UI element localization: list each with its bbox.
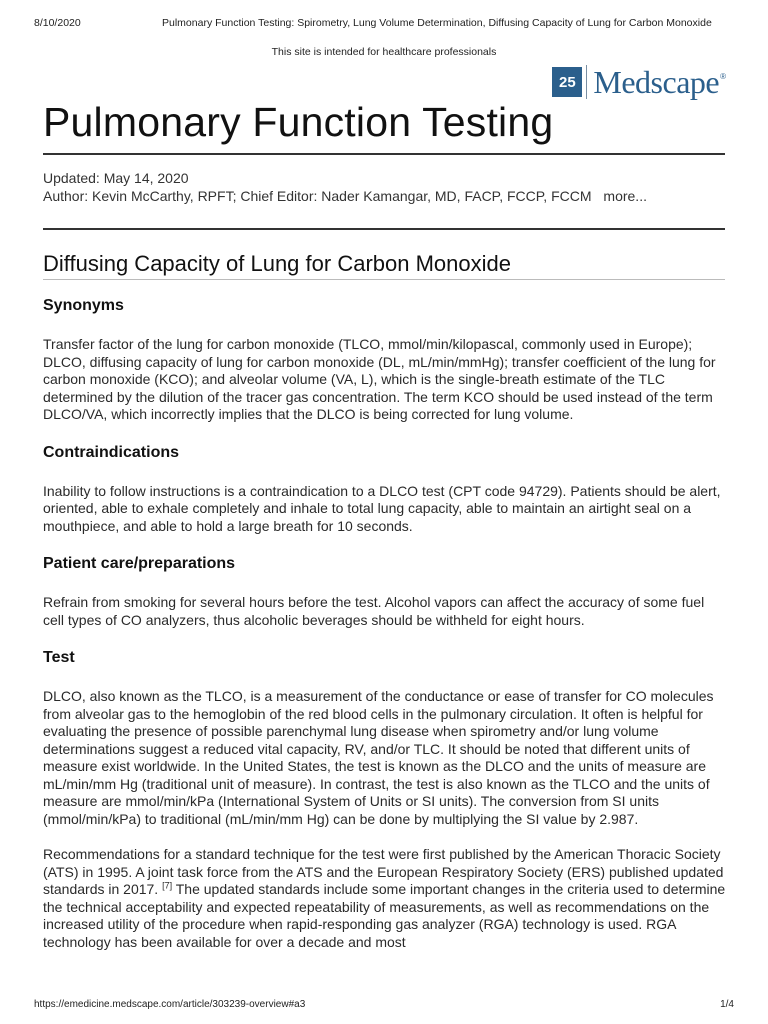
- page-title: Pulmonary Function Testing: [43, 99, 554, 145]
- meta-divider: [43, 228, 725, 230]
- author-names: Author: Kevin McCarthy, RPFT; Chief Editor: Nader Kamangar, MD, FACP, FCCP, FCCM: [43, 188, 592, 204]
- contraindications-text: Inability to follow instructions is a contraindication to a DLCO test (CPT code 94729). Patients should be alert, oriented, able to exhale completely and inhale to total lung capacity, able to maintain an airtight seal on a mouthpiece, and able to hold a large breath for 10 seconds.: [43, 482, 721, 534]
- medscape-logo[interactable]: [552, 64, 726, 100]
- patient-care-text: Refrain from smoking for several hours before the test. Alcohol vapors can affect the accuracy of some fuel cell types of CO analyzers, thus alcoholic beverages should be withheld for eight hours.: [43, 594, 705, 628]
- title-divider: [43, 153, 725, 155]
- test-heading: Test: [43, 649, 75, 666]
- reference-link[interactable]: [7]: [162, 880, 173, 891]
- page-url: https://emedicine.medscape.com/article/303239-overview#a3: [34, 999, 306, 1010]
- synonyms-heading: Synonyms: [43, 297, 124, 314]
- more-authors-link[interactable]: more...: [603, 188, 647, 204]
- test-paragraph-2: [43, 846, 728, 951]
- print-date: 8/10/2020: [34, 17, 81, 29]
- print-page-title: Pulmonary Function Testing: Spirometry, Lung Volume Determination, Diffusing Capacity of Lung for Carbon Monoxide: [162, 17, 712, 29]
- anniversary-badge: 25: [552, 67, 582, 97]
- logo-wordmark: Medscape: [593, 64, 720, 100]
- section-title: Diffusing Capacity of Lung for Carbon Monoxide: [43, 251, 511, 276]
- author-line: [43, 187, 647, 205]
- logo-divider: [586, 65, 587, 99]
- contraindications-heading: Contraindications: [43, 443, 180, 461]
- logo-registered-mark: ®: [720, 72, 726, 81]
- test-paragraph-2-start: Recommendations for a standard technique for the test were first published by the American Thoracic Society (ATS) in 1995. A joint task force from the ATS and the European Respiratory Society (ERS) published updated standards in 2017.: [43, 846, 724, 897]
- article-body: [43, 296, 728, 951]
- professional-notice: This site is intended for healthcare professionals: [271, 46, 497, 58]
- updated-date: Updated: May 14, 2020: [43, 170, 189, 186]
- section-divider: [43, 279, 725, 280]
- page-number: 1/4: [720, 999, 734, 1010]
- test-paragraph-2-end: The updated standards include some important changes in the criteria used to determine the technical acceptability and expected repeatability of measurements, as well as recommendations on the increased utility of the procedure when rapid-responding gas analyzer (RGA) technology is used. RGA technology has been available for over a decade and most: [43, 881, 726, 950]
- patient-care-heading: Patient care/preparations: [43, 555, 236, 572]
- synonyms-text: Transfer factor of the lung for carbon monoxide (TLCO, mmol/min/kilopascal, commonly used in Europe); DLCO, diffusing capacity of lung for carbon monoxide (DL, mL/min/mmHg); transfer coefficient of the lung for carbon monoxide (KCO); and alveolar volume (VA, L), which is the single-breath estimate of the TLC determined by the dilution of the tracer gas concentration. The term KCO should be used instead of the term DLCO/VA, which incorrectly implies that the DLCO is being corrected for lung volume.: [43, 336, 716, 422]
- test-paragraph-1: DLCO, also known as the TLCO, is a measurement of the conductance or ease of transfer for CO molecules from alveolar gas to the hemoglobin of the red blood cells in the pulmonary circulation. It often is helpful for evaluating the presence of possible parenchymal lung disease when spirometry and/or lung volume determinations suggest a reduced vital capacity, RV, and/or TLC. It should be noted that different units of measure exist worldwide. In the United States, the test is known as the DLCO and the units of measure are mL/min/mm Hg (traditional unit of measure). In contrast, the test is also known as the TLCO and the units of measure are mmol/min/kPa (International System of Units or SI units). The conversion from SI units (mmol/min/kPa) to traditional (mL/min/mm Hg) can be done by multiplying the SI value by 2.987.: [43, 688, 714, 827]
